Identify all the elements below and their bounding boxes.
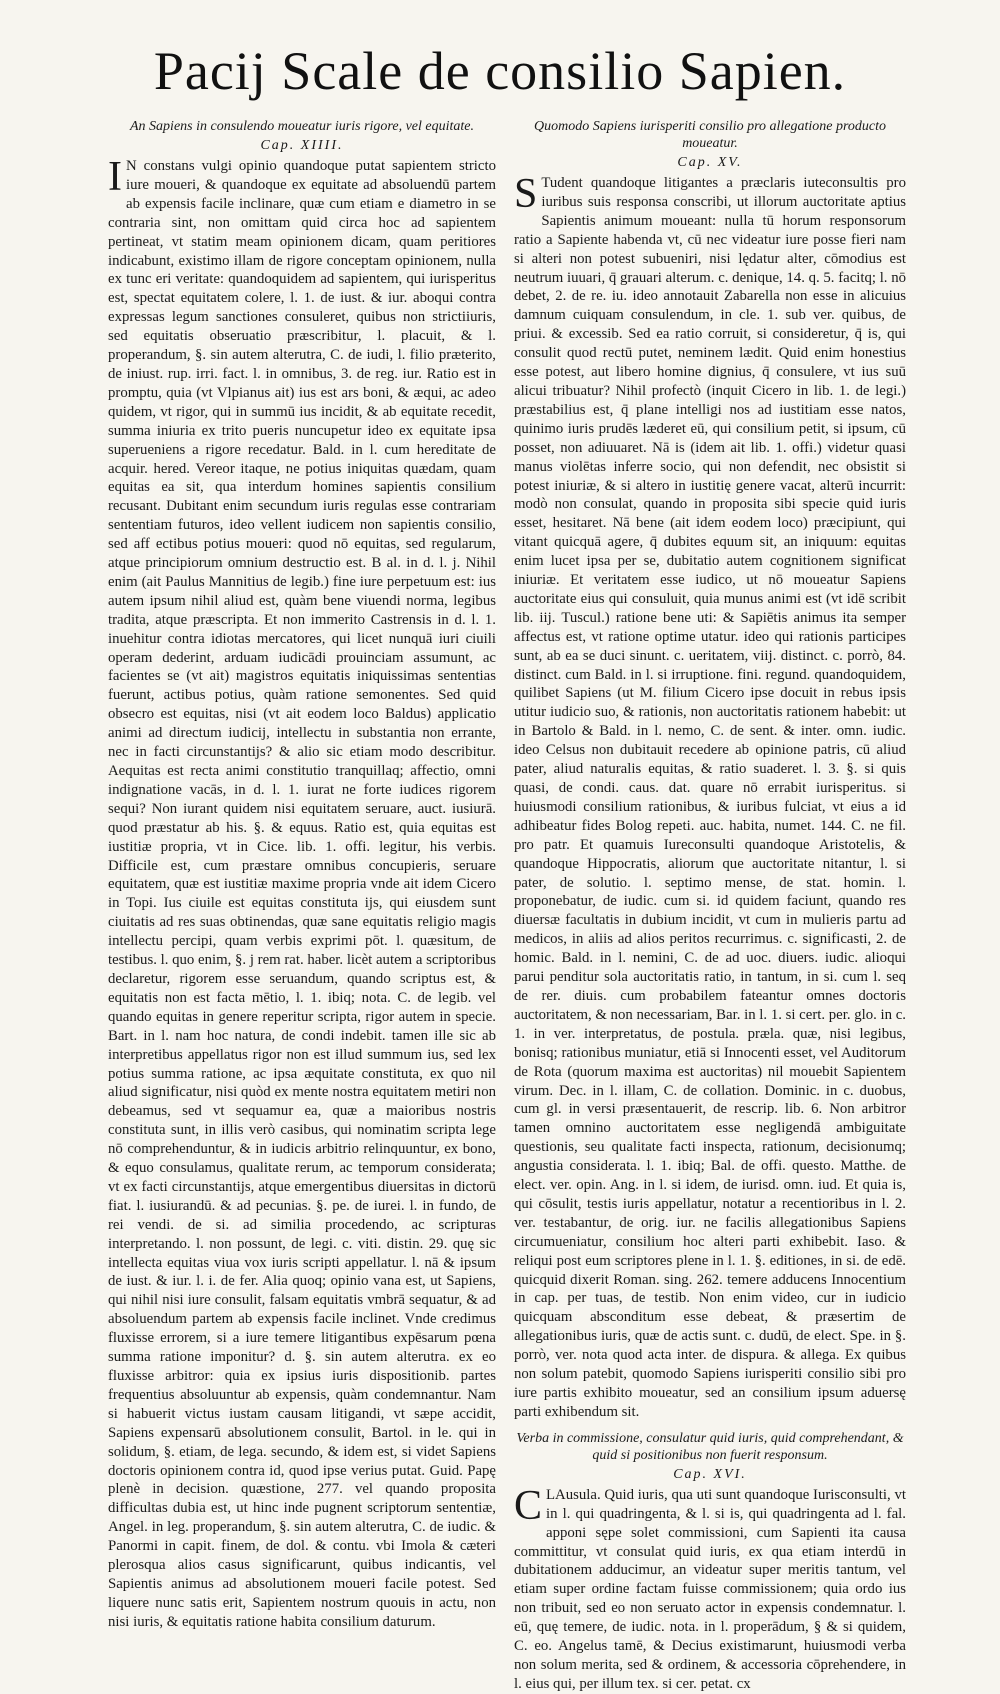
chapter-14-body	[108, 154, 496, 1632]
dropcap-initial: S	[514, 171, 538, 217]
running-head: Pacij Scale de consilio Sapien.	[153, 41, 847, 101]
section-gap	[514, 1422, 906, 1430]
chapter-15-number: Cap. XV.	[677, 155, 743, 170]
dropcap-initial: I	[108, 154, 122, 200]
chapter-14-text: N constans vulgi opinio quandoque putat sapientem stricto iure moueri, & quandoque ex equitate ad absoluendū partem ab expensis facile inclinare, quæ cum etiam e diametro in se contraria sint, non omittam quid circa hoc ad sapientem pertineat, vt statim meam opinionem dicam, quam peritiores indicabunt, existimo illam de rigore conceptam opinionem, nulla ex tunc eri veritate: quandoquidem ad sapientem, qui iurisperitus est, spectat equitatem colere, l. 1. de iust. & iur. aboqui contra expressas legum sanctiones consuleret, quibus non strictiiuris, sed equitatis obseruatio præscribitur, l. placuit, & l. properandum, §. sin autem alterutra, C. de iudi, l. filio præterito, de iniust. rup. irri. fact. l. in omnibus, 3. de reg. iur. Ratio est in promptu, quia (vt Vlpianus ait) ius est ars boni, & æqui, ac adeo quidem, vt rigor, qui in summū ius incidit, & ab equitate recedit, summa iniuria ex trito pueris nuncupetur ideo ex equitate ipsa superueniens a rigore recedatur. Bald. in l. cum hereditate de acquir. hered. Vereor itaque, ne potius iniquitas quædam, quam equitas ea sit, qua interdum homines sapientis consilium recusant. Dubitant enim secundum iuris regulas esse contrariam sententiam futuros, ideo vellent iudicem non sapientis consilio, sed aff ectibus potius moueri: quod nō equitas, sed regularum, atque principiorum omnium destructio est. B al. in d. l. j. Nihil enim (ait Paulus Mannitius de legib.) fine iure perpetuum est: ius autem ipsum nihil aliud est, quàm bene viuendi norma, legibus tradita, atque præscripta. Et non immerito Castrensis in d. l. 1. inuehitur contra idiotas mercatores, qui licet nunquā iuri ciuili operam dederint, arduam iudicādi prouinciam assumunt, ac facientes se (vt ait) magistros equitatis iniquissimas sententias fuerunt, actibus potius, quàm ratione semonentes. Sed quid obsecro est equitas, nisi (vt ait eodem loco Baldus) applicatio animi ad directum iudicij, intellectu in substantia non errante, nec in facti circunstantijs? & alio sic etiam modo describitur. Aequitas est recta animi constitutio tranquillaq; affectio, omni indignatione vacās, in d. l. 1. iurat ne forte iudices rigorem sequi? Non iurant quidem nisi equitatem seruare, auct. iusiurā. quod præstatur ab his. §. & equus. Ratio est, quia equitas est iustitiæ propria, vt in Cice. lib. 1. offi. legitur, his verbis. Difficile est, cum præstare omnibus concupieris, seruare equitatem, quæ est iustitiæ maxime propria vnde ait idem Cicero in Topi. Ius ciuile est equitas constituta ijs, qui eiusdem sunt ciuitatis ad res suas obtinendas, quæ sane equitatis religio magis intellectu percipi, quam verbis exprimi pōt. l. quæsitum, de testibus. l. quo enim, §. j rem rat. haber. licèt autem a scriptoribus declaretur, rigorem esse seruandum, quando scriptus est, & equitatis non est facta mētio, l. 1. ibiq; nota. C. de legib. vel quando equitas in genere reperitur scripta, rigor autem in specie. Bart. in l. nam hoc natura, de condi indebit. tamen ille sic ab interpretibus appellatus rigor non est illud summum ius, sed lex potius summa ratione, ac ipsa æquitate constituta, ex quo nil aliud significatur, nisi quòd ex mente nostra equitatem metiri non debeamus, sed vt sequamur ea, quæ a maioribus nostris constituta sunt, in illis verò casibus, qui nominatim scripta lege nō comprehenduntur, & in iudicis arbitrio relinquuntur, ex bono, & equo consulamus, qualitate rerum, ac temporum considerata; vt ex facti circunstantijs, atque emergentibus diuersitas in dictorū fiat. l. iusiurandū. & ad pecunias. §. pe. de iurei. l. in fundo, de rei vendi. de si. ad similia procedendo, ac scripturas interpretando. l. non possunt, de legi. c. viti. distin. 29. quę sic intellecta equitas viua vox iuris scripti appellatur. l. nā & ipsum de iust. & iur. l. i. de fer. Alia quoq; opinio vana est, ut Sapiens, qui nihil nisi iure consulit, falsam equitatis vmbrā sequatur, & ad absoluendum partem ab expensis facile inclinet. Vnde credimus fluxisse errorem, si a iure temere litigantibus expēsarum pœna summa ratione imponitur? d. §. sin autem alterutra. ex eo fluxisse arbitror: quia ex ipsius iuris dispositionib. partes frequentius absoluuntur ab expensis, quàm condemnantur. Nam si habuerit victus iustam causam litigandi, vt sæpe accidit, Sapiens expensarū absolutionem consulit, Bartol. in le. qui in solidum, §. etiam, de lega. secundo, & idem est, si videt Sapiens doctoris opinionem contra id, quod ipse verius putat. Guid. Papę plenè in decision. quæstione, 277. vel quando proposita difficultas dubia est, ut hinc inde pugnent scriptorum sententiæ, Angel. in leg. properandum, §. sin autem alterutra, C. de iudic. & Panormi in capit. finem, de dol. & contu. vbi Imola & cæteri plerosqua alios casus significarunt, quibus indicantis, vel Sapientis animus ad absolutionem moueri facile potest. Sed liquere nunc satis erit, Sapientem nostrum quouis in actu, non nisi iuris, & equitatis ratione habita consilium daturum.	[108, 158, 496, 1630]
chapter-16-number: Cap. XVI.	[673, 1466, 747, 1482]
chapter-15-body	[514, 171, 907, 1422]
dropcap-initial: C	[514, 1482, 543, 1529]
chapter-15-title: Quomodo Sapiens iurisperiti consilio pro allegatione producto moueatur.	[533, 119, 887, 151]
chapter-16-text: LAusula. Quid iuris, qua uti sunt quandoque Iurisconsulti, vt in l. qui quadringenta, & l. si is, qui quadringenta ad l. fal. apponi sępe solet commissioni, cum Sapienti ita causa committitur, vt consulat quid iuris, ex qua etiam interdū in dubitationem adducimur, an videatur super meritis tantum, vel etiam super ordine factam fuisse commissionem; quia ordo ius non tribuit, sed eo non seruato actor in expensis condemnatur. l. eū, quę temere, de iudic. nota. in l. properādum, § & si quidem, C. eo. Angelus tamē, & Decius existimarunt, huiusmodi verba non solum merita, sed & ordinem, & accessoria cōprehendere, in l. eius qui, per illum tex. si cer. petat. cx	[514, 1486, 906, 1692]
chapter-16-body	[514, 1482, 906, 1694]
left-column	[108, 118, 496, 1630]
right-column	[514, 118, 907, 1692]
chapter-16-title: Verba in commissione, consulatur quid iuris, quid comprehendant, & quid si positionibus non fuerit responsum.	[516, 1430, 904, 1463]
chapter-15-text: Tudent quandoque litigantes a præclaris iuteconsultis pro iuribus suis responsa conscribi, ut illorum auctoritate aptius Sapientis animum moueant: nulla tū horum responsorum ratio a Sapiente habenda vt, cū nec videatur iure posse fieri nam si alteri non potest subueniri, nisi lędatur alter, cōmodius est neutrum iuuari, q̄ grauari alterum. c. denique, 14. q. 5. facitq; l. nō debet, 2. de re. iu. ideo annotauit Zabarella non esse in alicuius damnum cuiquam consulendum, in cle. 1. sub ver. quibus, de priui. & excessib. Sed ea ratio corruit, si consideretur, q̄ is, qui consulit quod rectū putet, neminem lædit. Quid enim honestius esse potest, aut libero homine dignius, q̄ consulere, vt ius suū alicui tribuatur? Nihil profectò (inquit Cicero in lib. 1. de legi.) præstabilius est, q̄ plane intelligi nos ad iustitiam esse natos, quinimo iuris prudēs læderet eū, qui consilium petit, si ipsum, cū posset, non adiuuaret. Nā is (idem ait lib. 1. offi.) videtur quasi manus violētas inferre socio, qui non defendit, nec obsistit si potest iniuriæ, & si altero in iustitię genere vacat, alterū incurrit: modò non consulat, quando in proposita sibi specie quid iuris esset, hesitaret. Nā bene (ait idem eodem loco) præcipiunt, qui vitant quicquā agere, q̄ dubites equum sit, an iniquum: equitas enim lucet ipsa per se, dubitatio autem cognitionem significat iniuriæ. Et veritatem esse iudico, ut nō moueatur Sapiens auctoritate eius qui consuluit, quia munus animi est (vt idē scribit lib. iij. Tuscul.) ratione bene uti: & Sapiētis animus ita semper affectus est, vt ratione optime utatur. ideo qui rationis participes sunt, ab ea se duci sinunt. c. ueritatem, viij. distinct. c. porrò, 84. distinct. cum Bald. in l. si irruptione. fini. regund. quandoquidem, quilibet Sapiens (ut M. filium Cicero ipse docuit in rebus ipsis utitur iudicio suo, & rationis, non auctoritatis rationem habebit: ut in Bartolo & Bald. in l. nemo, C. de sent. & inter. omn. iudic. ideo Celsus non dubitauit recedere ab opinione patris, cū aliud pater, aliud naturalis equitas, & ratio suaderet. l. 3. §. si quis quasi, de condi. caus. dat. quare nō errabit iurisperitus. si huiusmodi consilium rationibus, & iuribus fulciat, vt eius a id adhibeatur fides Bolog repeti. auc. habita, numet. 144. C. ne fil. pro patr. Et quamuis Iureconsulti quandoque Aristotelis, & quandoque Hippocratis, aliorum que auctoritate nitantur, l. si pater, de solutio. l. septimo mense, de stat. homin. l. proponebatur, de iudic. cum si. id quidem faciunt, quando res diuersæ facultatis in dubium incidit, vt cum in mulieris partu ad medicos, in aliis ad alios peritos recurrimus. c. significasti, 2. de homic. Bald. in l. nemini, C. de ad uoc. diuers. iudic. alioqui parui penditur sola auctoritatis ratio, in tantum, in si. cum l. seq de rer. diuis. cum probabilem fateantur omnes doctoris auctoritatem, & non necessariam, Bar. in l. 1. si cert. per. glo. in c. 1. in ver. interpretatus, de postula. præla. quæ, nisi legibus, bonisq; rationibus muniatur, etiā si Innocenti esset, vel Auditorum de Rota (quorum maxima est auctoritas) nil mouebit Sapientem virum. Dec. in l. illam, C. de collation. Dominic. in c. duobus, cum gl. in versi præsentauerit, de rescrip. lib. 6. Non arbitror tamen omnino auctoritatem esse negligendā ambiguitate questionis, seu qualitate facti inspecta, rationum, decisionumq; angustia considerata. l. 1. ibiq; Bal. de offi. questo. Matthe. de elect. ver. opin. Ang. in l. si idem, de iurisd. omn. iud. Et quia is, qui cōsulit, testis iuris appellatur, notatur a recentioribus in l. 2. ver. testabantur, de orig. iur. ne facilis allegationibus Sapiens circumueniatur, consilium hoc alteri parti exhibebit. Iaso. & reliqui post eum scriptores plene in l. 1. §. editiones, in si. de edē. quicquid dixerit Roman. sing. 262. temere adducens Innocentium in cap. per tuas, de testib. Non enim video, cur in iudicio quicquam absconditum esse debeat, & præsertim de allegationibus iuris, quæ de actis sunt. c. dudū, de elect. Spe. in §. porrò, ver. nota quod acta inter. de dispura. & allega. Ex quibus non solum patebit, quomodo Sapiens iurisperiti consilio sibi pro iure partis exhibito moueatur, sed an consilium ipsum aduersę parti exhibendum sit.	[514, 175, 907, 1420]
chapter-14-title: An Sapiens in consulendo moueatur iuris rigore, vel equitate.	[130, 119, 474, 134]
chapter-14-number: Cap. XIIII.	[260, 138, 344, 153]
